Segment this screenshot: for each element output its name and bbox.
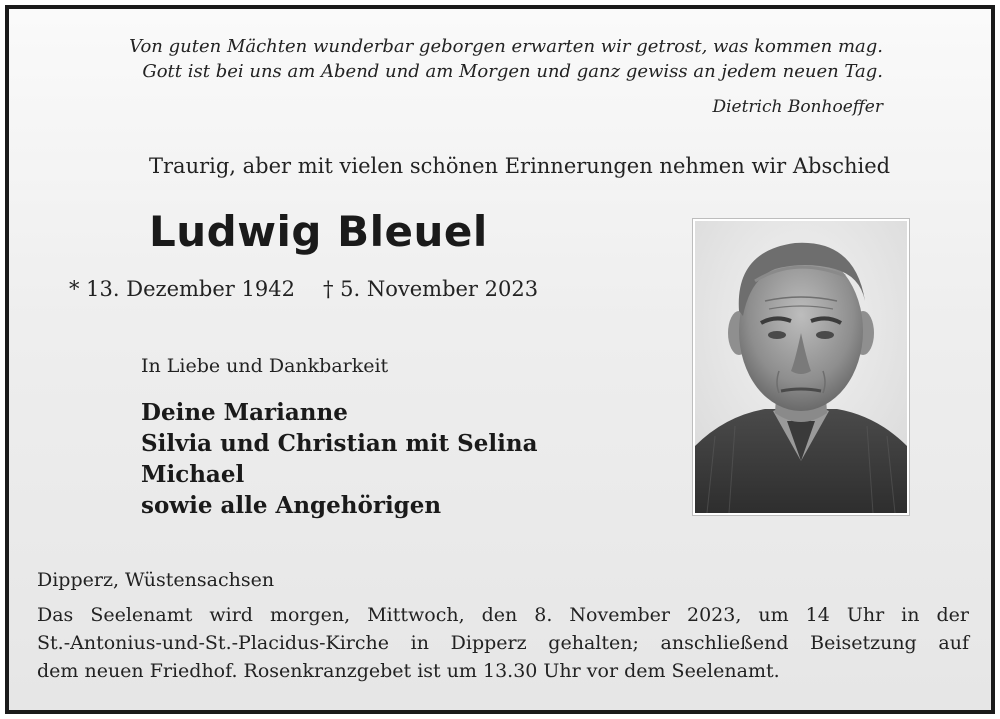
birth-date: * 13. Dezember 1942 bbox=[69, 277, 295, 301]
mourner-name: sowie alle Angehörigen bbox=[141, 492, 442, 519]
life-dates bbox=[69, 277, 538, 301]
death-date: † 5. November 2023 bbox=[322, 277, 539, 301]
service-details-line-3: dem neuen Friedhof. Rosenkranzgebet ist um 13.30 Uhr vor dem Seelenamt. bbox=[37, 660, 780, 682]
service-details bbox=[37, 601, 969, 685]
mourner-name: Silvia und Christian mit Selina bbox=[141, 430, 538, 457]
farewell-intro: Traurig, aber mit vielen schönen Erinnerungen nehmen wir Abschied bbox=[149, 154, 891, 178]
quote-line-2: Gott ist bei uns am Abend und am Morgen und ganz gewiss an jedem neuen Tag. bbox=[142, 61, 883, 82]
mourners-intro: In Liebe und Dankbarkeit bbox=[141, 355, 389, 377]
quote-line-1: Von guten Mächten wunderbar geborgen erwarten wir getrost, was kommen mag. bbox=[129, 36, 883, 57]
mourners-list bbox=[141, 397, 538, 521]
deceased-name: Ludwig Bleuel bbox=[149, 207, 488, 256]
quote bbox=[129, 34, 883, 84]
service-details-line-1: Das Seelenamt wird morgen, Mittwoch, den 8. November 2023, um 14 Uhr in der bbox=[37, 604, 969, 626]
service-details-line-2: St.-Antonius-und-St.-Placidus-Kirche in Dipperz gehalten; anschließend Beisetzung auf bbox=[37, 632, 969, 654]
mourner-name: Deine Marianne bbox=[141, 399, 348, 426]
quote-author: Dietrich Bonhoeffer bbox=[712, 97, 883, 117]
mourner-name: Michael bbox=[141, 461, 245, 488]
place-names: Dipperz, Wüstensachsen bbox=[37, 569, 275, 591]
portrait-image bbox=[695, 221, 907, 513]
obituary-notice bbox=[5, 5, 995, 714]
portrait-photo bbox=[693, 219, 909, 515]
